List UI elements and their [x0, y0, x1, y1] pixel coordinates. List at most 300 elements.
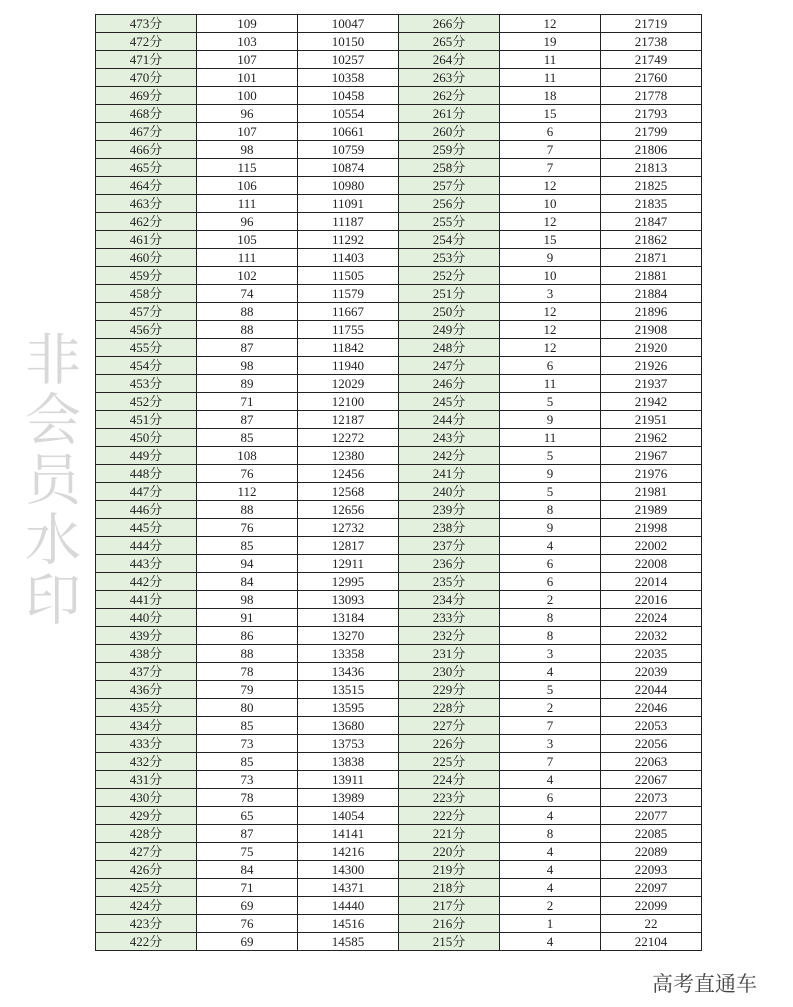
left-cumulative-cell: 13093: [298, 591, 399, 609]
right-count-cell: 11: [500, 375, 601, 393]
left-score-cell: 437分: [96, 663, 197, 681]
right-count-cell: 5: [500, 447, 601, 465]
left-score-cell: 463分: [96, 195, 197, 213]
left-cumulative-cell: 12272: [298, 429, 399, 447]
left-score-cell: 430分: [96, 789, 197, 807]
table-row: [96, 537, 702, 555]
right-score-cell: 258分: [399, 159, 500, 177]
left-score-cell: 426分: [96, 861, 197, 879]
left-score-cell: 435分: [96, 699, 197, 717]
right-count-cell: 4: [500, 537, 601, 555]
right-score-cell: 240分: [399, 483, 500, 501]
left-cumulative-cell: 11755: [298, 321, 399, 339]
left-count-cell: 102: [197, 267, 298, 285]
right-score-cell: 217分: [399, 897, 500, 915]
right-score-cell: 261分: [399, 105, 500, 123]
left-cumulative-cell: 11667: [298, 303, 399, 321]
left-score-cell: 454分: [96, 357, 197, 375]
right-score-cell: 244分: [399, 411, 500, 429]
left-count-cell: 106: [197, 177, 298, 195]
left-cumulative-cell: 12817: [298, 537, 399, 555]
right-cumulative-cell: 22002: [601, 537, 702, 555]
right-count-cell: 15: [500, 105, 601, 123]
right-cumulative-cell: 21738: [601, 33, 702, 51]
right-cumulative-cell: 22067: [601, 771, 702, 789]
right-count-cell: 4: [500, 879, 601, 897]
left-cumulative-cell: 10980: [298, 177, 399, 195]
left-cumulative-cell: 11403: [298, 249, 399, 267]
right-score-cell: 257分: [399, 177, 500, 195]
right-score-cell: 216分: [399, 915, 500, 933]
left-count-cell: 107: [197, 51, 298, 69]
right-count-cell: 4: [500, 843, 601, 861]
left-score-cell: 471分: [96, 51, 197, 69]
table-row: [96, 771, 702, 789]
left-score-cell: 443分: [96, 555, 197, 573]
left-count-cell: 111: [197, 195, 298, 213]
right-cumulative-cell: 22024: [601, 609, 702, 627]
table-row: [96, 141, 702, 159]
right-count-cell: 1: [500, 915, 601, 933]
watermark: 非会员水印: [16, 330, 81, 630]
table-row: [96, 105, 702, 123]
left-cumulative-cell: 10150: [298, 33, 399, 51]
right-score-cell: 223分: [399, 789, 500, 807]
right-score-cell: 228分: [399, 699, 500, 717]
left-cumulative-cell: 13989: [298, 789, 399, 807]
right-count-cell: 4: [500, 807, 601, 825]
left-score-cell: 423分: [96, 915, 197, 933]
left-cumulative-cell: 11579: [298, 285, 399, 303]
right-score-cell: 245分: [399, 393, 500, 411]
right-count-cell: 2: [500, 699, 601, 717]
left-score-cell: 460分: [96, 249, 197, 267]
left-score-cell: 468分: [96, 105, 197, 123]
right-score-cell: 251分: [399, 285, 500, 303]
table-row: [96, 465, 702, 483]
left-cumulative-cell: 12732: [298, 519, 399, 537]
left-cumulative-cell: 10458: [298, 87, 399, 105]
right-count-cell: 8: [500, 825, 601, 843]
right-cumulative-cell: 22035: [601, 645, 702, 663]
right-cumulative-cell: 21799: [601, 123, 702, 141]
left-cumulative-cell: 13270: [298, 627, 399, 645]
table-row: [96, 33, 702, 51]
right-count-cell: 2: [500, 591, 601, 609]
table-row: [96, 645, 702, 663]
left-score-cell: 425分: [96, 879, 197, 897]
table-row: [96, 483, 702, 501]
left-count-cell: 76: [197, 915, 298, 933]
right-count-cell: 10: [500, 267, 601, 285]
right-count-cell: 12: [500, 177, 601, 195]
left-score-cell: 436分: [96, 681, 197, 699]
right-cumulative-cell: 22032: [601, 627, 702, 645]
right-count-cell: 11: [500, 69, 601, 87]
right-score-cell: 239分: [399, 501, 500, 519]
left-count-cell: 98: [197, 141, 298, 159]
left-score-cell: 432分: [96, 753, 197, 771]
right-count-cell: 8: [500, 627, 601, 645]
left-score-cell: 428分: [96, 825, 197, 843]
right-score-cell: 238分: [399, 519, 500, 537]
right-count-cell: 4: [500, 861, 601, 879]
right-count-cell: 12: [500, 339, 601, 357]
right-score-cell: 264分: [399, 51, 500, 69]
right-cumulative-cell: 22093: [601, 861, 702, 879]
right-count-cell: 12: [500, 321, 601, 339]
left-count-cell: 84: [197, 573, 298, 591]
left-count-cell: 89: [197, 375, 298, 393]
left-cumulative-cell: 13911: [298, 771, 399, 789]
left-cumulative-cell: 13753: [298, 735, 399, 753]
right-score-cell: 255分: [399, 213, 500, 231]
left-count-cell: 103: [197, 33, 298, 51]
table-row: [96, 861, 702, 879]
table-row: [96, 627, 702, 645]
right-cumulative-cell: 21998: [601, 519, 702, 537]
right-score-cell: 220分: [399, 843, 500, 861]
right-count-cell: 4: [500, 933, 601, 951]
table-row: [96, 195, 702, 213]
table-row: [96, 177, 702, 195]
right-cumulative-cell: 22056: [601, 735, 702, 753]
right-cumulative-cell: 21825: [601, 177, 702, 195]
right-cumulative-cell: 22044: [601, 681, 702, 699]
right-count-cell: 6: [500, 573, 601, 591]
right-score-cell: 235分: [399, 573, 500, 591]
table-row: [96, 375, 702, 393]
table-row: [96, 429, 702, 447]
table-row: [96, 807, 702, 825]
left-score-cell: 462分: [96, 213, 197, 231]
left-cumulative-cell: 13838: [298, 753, 399, 771]
table-row: [96, 699, 702, 717]
right-count-cell: 9: [500, 519, 601, 537]
right-cumulative-cell: 21806: [601, 141, 702, 159]
left-score-cell: 464分: [96, 177, 197, 195]
left-count-cell: 105: [197, 231, 298, 249]
left-cumulative-cell: 14054: [298, 807, 399, 825]
left-count-cell: 87: [197, 825, 298, 843]
right-cumulative-cell: 22077: [601, 807, 702, 825]
right-count-cell: 7: [500, 159, 601, 177]
right-cumulative-cell: 21760: [601, 69, 702, 87]
right-score-cell: 231分: [399, 645, 500, 663]
right-count-cell: 3: [500, 645, 601, 663]
left-score-cell: 465分: [96, 159, 197, 177]
right-score-cell: 246分: [399, 375, 500, 393]
table-row: [96, 609, 702, 627]
left-count-cell: 111: [197, 249, 298, 267]
left-cumulative-cell: 14585: [298, 933, 399, 951]
table-row: [96, 87, 702, 105]
left-count-cell: 91: [197, 609, 298, 627]
left-score-cell: 473分: [96, 15, 197, 33]
right-count-cell: 9: [500, 411, 601, 429]
right-cumulative-cell: 22: [601, 915, 702, 933]
left-score-cell: 461分: [96, 231, 197, 249]
table-row: [96, 69, 702, 87]
left-cumulative-cell: 14516: [298, 915, 399, 933]
right-score-cell: 233分: [399, 609, 500, 627]
left-count-cell: 98: [197, 591, 298, 609]
right-cumulative-cell: 21835: [601, 195, 702, 213]
table-row: [96, 843, 702, 861]
left-cumulative-cell: 14216: [298, 843, 399, 861]
left-score-cell: 444分: [96, 537, 197, 555]
table-row: [96, 231, 702, 249]
left-count-cell: 71: [197, 879, 298, 897]
right-score-cell: 225分: [399, 753, 500, 771]
left-score-cell: 457分: [96, 303, 197, 321]
left-cumulative-cell: 10661: [298, 123, 399, 141]
left-score-cell: 440分: [96, 609, 197, 627]
right-cumulative-cell: 21719: [601, 15, 702, 33]
left-cumulative-cell: 11842: [298, 339, 399, 357]
right-score-cell: 247分: [399, 357, 500, 375]
right-score-cell: 227分: [399, 717, 500, 735]
right-count-cell: 10: [500, 195, 601, 213]
right-count-cell: 4: [500, 663, 601, 681]
table-row: [96, 897, 702, 915]
left-count-cell: 107: [197, 123, 298, 141]
right-count-cell: 9: [500, 465, 601, 483]
right-count-cell: 5: [500, 393, 601, 411]
left-count-cell: 76: [197, 465, 298, 483]
left-cumulative-cell: 12456: [298, 465, 399, 483]
table-row: [96, 933, 702, 951]
right-count-cell: 5: [500, 681, 601, 699]
right-score-cell: 230分: [399, 663, 500, 681]
table-row: [96, 555, 702, 573]
right-cumulative-cell: 21967: [601, 447, 702, 465]
right-score-cell: 215分: [399, 933, 500, 951]
right-score-cell: 229分: [399, 681, 500, 699]
right-score-cell: 252分: [399, 267, 500, 285]
right-cumulative-cell: 22046: [601, 699, 702, 717]
left-count-cell: 98: [197, 357, 298, 375]
table-row: [96, 303, 702, 321]
left-cumulative-cell: 12187: [298, 411, 399, 429]
table-row: [96, 663, 702, 681]
table-row: [96, 591, 702, 609]
right-count-cell: 7: [500, 717, 601, 735]
left-count-cell: 115: [197, 159, 298, 177]
right-score-cell: 262分: [399, 87, 500, 105]
left-score-cell: 427分: [96, 843, 197, 861]
table-row: [96, 321, 702, 339]
left-count-cell: 69: [197, 897, 298, 915]
right-cumulative-cell: 22089: [601, 843, 702, 861]
left-count-cell: 75: [197, 843, 298, 861]
right-cumulative-cell: 21976: [601, 465, 702, 483]
left-cumulative-cell: 12568: [298, 483, 399, 501]
left-cumulative-cell: 13436: [298, 663, 399, 681]
right-count-cell: 2: [500, 897, 601, 915]
left-score-cell: 431分: [96, 771, 197, 789]
left-count-cell: 96: [197, 213, 298, 231]
right-cumulative-cell: 21926: [601, 357, 702, 375]
right-cumulative-cell: 22039: [601, 663, 702, 681]
right-count-cell: 12: [500, 213, 601, 231]
left-cumulative-cell: 12100: [298, 393, 399, 411]
right-cumulative-cell: 22053: [601, 717, 702, 735]
right-count-cell: 6: [500, 123, 601, 141]
right-cumulative-cell: 21937: [601, 375, 702, 393]
right-score-cell: 226分: [399, 735, 500, 753]
right-score-cell: 256分: [399, 195, 500, 213]
right-cumulative-cell: 21749: [601, 51, 702, 69]
table-row: [96, 681, 702, 699]
left-count-cell: 74: [197, 285, 298, 303]
right-cumulative-cell: 21847: [601, 213, 702, 231]
brand-watermark: 高考直通车: [652, 972, 757, 996]
left-cumulative-cell: 11940: [298, 357, 399, 375]
left-count-cell: 85: [197, 753, 298, 771]
left-cumulative-cell: 11292: [298, 231, 399, 249]
right-count-cell: 6: [500, 555, 601, 573]
right-count-cell: 6: [500, 789, 601, 807]
left-cumulative-cell: 13184: [298, 609, 399, 627]
left-score-cell: 451分: [96, 411, 197, 429]
table-row: [96, 357, 702, 375]
right-score-cell: 259分: [399, 141, 500, 159]
left-cumulative-cell: 13358: [298, 645, 399, 663]
right-score-cell: 222分: [399, 807, 500, 825]
right-score-cell: 232分: [399, 627, 500, 645]
right-count-cell: 9: [500, 249, 601, 267]
left-count-cell: 85: [197, 537, 298, 555]
score-distribution-table: [95, 14, 702, 951]
left-score-cell: 447分: [96, 483, 197, 501]
left-score-cell: 448分: [96, 465, 197, 483]
left-cumulative-cell: 12029: [298, 375, 399, 393]
left-cumulative-cell: 12911: [298, 555, 399, 573]
right-score-cell: 265分: [399, 33, 500, 51]
right-cumulative-cell: 21908: [601, 321, 702, 339]
left-score-cell: 450分: [96, 429, 197, 447]
left-count-cell: 108: [197, 447, 298, 465]
table-row: [96, 519, 702, 537]
right-count-cell: 7: [500, 141, 601, 159]
right-cumulative-cell: 21881: [601, 267, 702, 285]
right-cumulative-cell: 21871: [601, 249, 702, 267]
table-row: [96, 411, 702, 429]
left-count-cell: 78: [197, 663, 298, 681]
left-count-cell: 109: [197, 15, 298, 33]
table-row: [96, 267, 702, 285]
left-count-cell: 85: [197, 429, 298, 447]
left-score-cell: 433分: [96, 735, 197, 753]
right-count-cell: 3: [500, 735, 601, 753]
left-cumulative-cell: 10759: [298, 141, 399, 159]
right-count-cell: 11: [500, 429, 601, 447]
left-cumulative-cell: 10358: [298, 69, 399, 87]
right-cumulative-cell: 21813: [601, 159, 702, 177]
right-count-cell: 12: [500, 15, 601, 33]
table-row: [96, 735, 702, 753]
left-count-cell: 73: [197, 771, 298, 789]
right-cumulative-cell: 21989: [601, 501, 702, 519]
right-score-cell: 260分: [399, 123, 500, 141]
right-score-cell: 219分: [399, 861, 500, 879]
right-cumulative-cell: 21951: [601, 411, 702, 429]
table-row: [96, 51, 702, 69]
right-count-cell: 8: [500, 609, 601, 627]
table-row: [96, 825, 702, 843]
left-cumulative-cell: 10047: [298, 15, 399, 33]
right-cumulative-cell: 21962: [601, 429, 702, 447]
left-cumulative-cell: 14300: [298, 861, 399, 879]
left-count-cell: 69: [197, 933, 298, 951]
table-row: [96, 339, 702, 357]
table-row: [96, 753, 702, 771]
left-count-cell: 96: [197, 105, 298, 123]
left-count-cell: 71: [197, 393, 298, 411]
right-score-cell: 236分: [399, 555, 500, 573]
left-cumulative-cell: 10257: [298, 51, 399, 69]
left-score-cell: 422分: [96, 933, 197, 951]
right-count-cell: 12: [500, 303, 601, 321]
right-count-cell: 11: [500, 51, 601, 69]
left-count-cell: 88: [197, 501, 298, 519]
right-cumulative-cell: 22097: [601, 879, 702, 897]
left-count-cell: 76: [197, 519, 298, 537]
right-cumulative-cell: 21942: [601, 393, 702, 411]
left-score-cell: 455分: [96, 339, 197, 357]
right-cumulative-cell: 21793: [601, 105, 702, 123]
left-cumulative-cell: 13515: [298, 681, 399, 699]
left-count-cell: 86: [197, 627, 298, 645]
right-count-cell: 19: [500, 33, 601, 51]
left-count-cell: 112: [197, 483, 298, 501]
left-score-cell: 470分: [96, 69, 197, 87]
right-cumulative-cell: 21778: [601, 87, 702, 105]
right-cumulative-cell: 22085: [601, 825, 702, 843]
right-count-cell: 4: [500, 771, 601, 789]
table-row: [96, 915, 702, 933]
right-cumulative-cell: 22063: [601, 753, 702, 771]
left-cumulative-cell: 10874: [298, 159, 399, 177]
left-score-cell: 446分: [96, 501, 197, 519]
left-score-cell: 458分: [96, 285, 197, 303]
right-cumulative-cell: 22073: [601, 789, 702, 807]
left-cumulative-cell: 12380: [298, 447, 399, 465]
left-count-cell: 101: [197, 69, 298, 87]
table-row: [96, 249, 702, 267]
left-count-cell: 65: [197, 807, 298, 825]
table-row: [96, 159, 702, 177]
left-cumulative-cell: 14141: [298, 825, 399, 843]
right-count-cell: 3: [500, 285, 601, 303]
left-cumulative-cell: 11091: [298, 195, 399, 213]
right-cumulative-cell: 21920: [601, 339, 702, 357]
right-cumulative-cell: 22104: [601, 933, 702, 951]
right-cumulative-cell: 22008: [601, 555, 702, 573]
table-row: [96, 285, 702, 303]
left-score-cell: 449分: [96, 447, 197, 465]
right-score-cell: 237分: [399, 537, 500, 555]
left-cumulative-cell: 11505: [298, 267, 399, 285]
left-score-cell: 434分: [96, 717, 197, 735]
right-cumulative-cell: 21981: [601, 483, 702, 501]
right-score-cell: 250分: [399, 303, 500, 321]
table-row: [96, 501, 702, 519]
left-score-cell: 442分: [96, 573, 197, 591]
table-row: [96, 879, 702, 897]
right-cumulative-cell: 22099: [601, 897, 702, 915]
